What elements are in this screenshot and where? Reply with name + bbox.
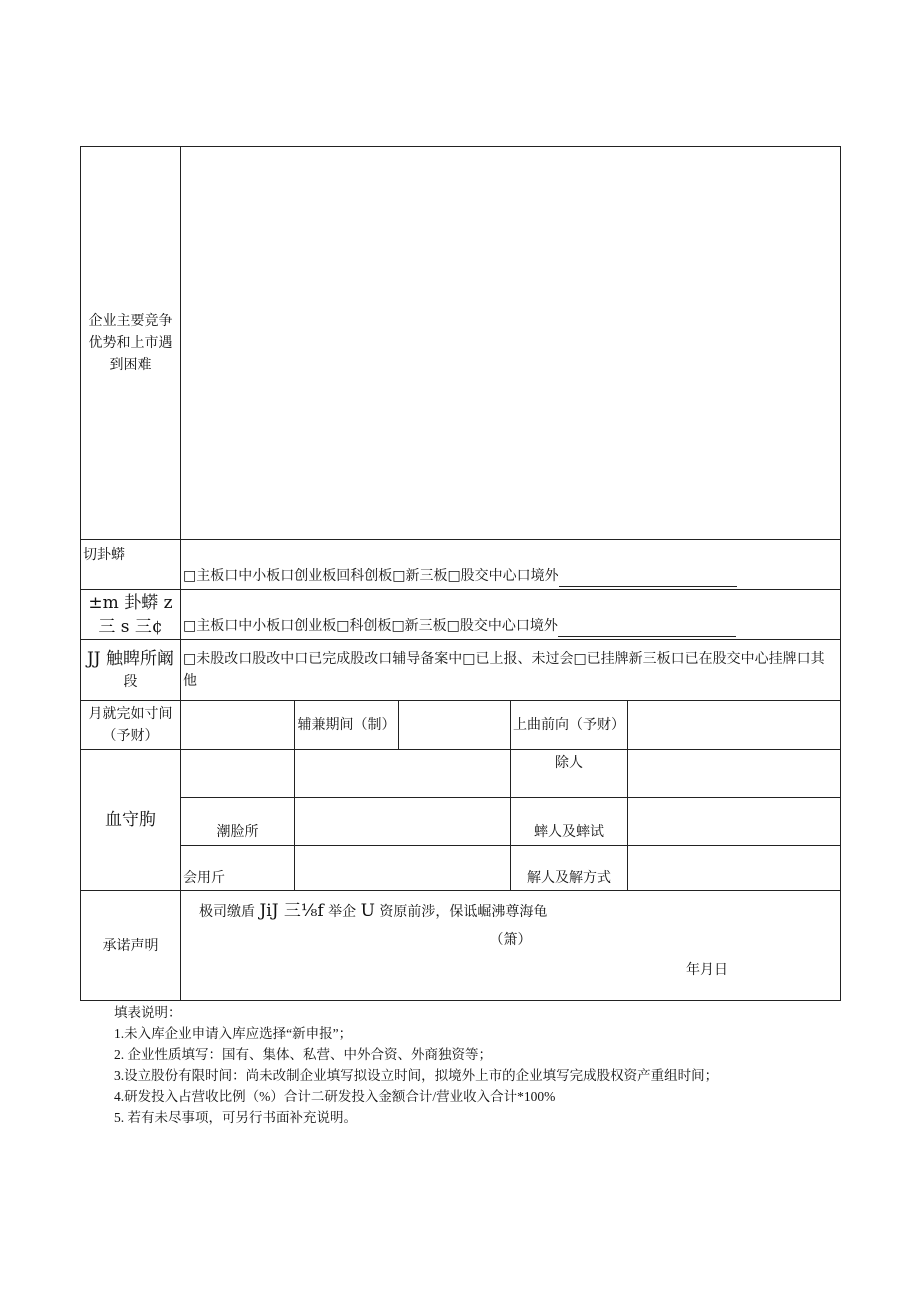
agency-1-value[interactable] <box>628 750 841 798</box>
filling-notes <box>114 1002 834 1128</box>
agency-2-value[interactable] <box>628 798 841 846</box>
stage-label-line1: JJ 触睥所阚 <box>86 649 175 669</box>
agency-2-right-label: 蟀人及蟀试 <box>511 798 628 846</box>
agency-1-right-label: 除人 <box>511 750 628 798</box>
agency-3-value[interactable] <box>628 846 841 891</box>
note-item-1: 1.未入库企业申请入库应选择“新申报”； <box>114 1026 353 1041</box>
board-row-a-options[interactable] <box>181 540 841 590</box>
pledge-row <box>81 891 841 1001</box>
timeline-label-2: 辅兼期间（制） <box>295 701 399 750</box>
agency-row-1 <box>81 750 841 798</box>
stage-label <box>81 640 181 701</box>
board-row-b-options-text: □主板口中小板口创业板□科创板□新三板□股交中心口境外 <box>183 618 558 634</box>
timeline-row <box>81 701 841 750</box>
board-row-b-label-line1: ±m 卦蟒 z <box>88 592 173 613</box>
board-row-a-options-text: □主板口中小板口创业板回科创板□新三板□股交中心口境外 <box>183 568 559 584</box>
pledge-text-d: U <box>360 901 375 921</box>
agency-1-name[interactable] <box>295 750 511 798</box>
note-item-5: 5. 若有未尽事项，可另行书面补充说明。 <box>114 1110 357 1125</box>
pledge-label: 承诺声明 <box>81 891 181 1001</box>
board-row-b-label <box>81 590 181 640</box>
board-row-b <box>81 590 841 640</box>
timeline-value-1[interactable] <box>181 701 295 750</box>
note-item-4: 4.研发投入占营收比例（%）合计二研发投入金额合计/营业收入合计*100% <box>114 1089 556 1104</box>
board-row-b-options[interactable] <box>181 590 841 640</box>
stage-row <box>81 640 841 701</box>
agency-3-name[interactable] <box>295 846 511 891</box>
pledge-text-c: 举企 <box>328 904 357 920</box>
agency-3-left-label: 会用斤 <box>181 846 295 891</box>
stage-options[interactable]: □未股改口股改中口已完成股改口辅导备案中□已上报、未过会□已挂牌新三板口已在股交中心挂牌口其他 <box>181 640 841 701</box>
board-row-a-blank[interactable] <box>559 572 737 587</box>
pledge-content <box>181 891 841 1001</box>
pledge-text-e: 资原前涉，保诋崛沸尊海龟 <box>379 904 548 920</box>
agency-2-name[interactable] <box>295 798 511 846</box>
board-row-a <box>81 540 841 590</box>
timeline-value-2[interactable] <box>399 701 511 750</box>
timeline-value-3[interactable] <box>628 701 841 750</box>
advantages-input-area[interactable] <box>181 147 841 540</box>
board-row-b-label-line2: 三 s 三¢ <box>98 616 163 637</box>
pledge-text-b: JiJ 三⅛f <box>259 901 324 921</box>
advantages-row <box>81 147 841 540</box>
timeline-label-1: 月就完如寸间（予财） <box>81 701 181 750</box>
timeline-label-3: 上曲前向（予财） <box>511 701 628 750</box>
pledge-date[interactable]: 年月日 <box>686 962 728 978</box>
agency-1-left[interactable] <box>181 750 295 798</box>
agency-3-right-label: 解人及解方式 <box>511 846 628 891</box>
agency-row-2 <box>81 798 841 846</box>
agency-label: 血守朐 <box>81 750 181 891</box>
advantages-label: 企业主要竞争优势和上市遇到困难 <box>81 147 181 540</box>
agency-2-left-label: 潮脸所 <box>181 798 295 846</box>
note-item-2: 2. 企业性质填写：国有、集体、私营、中外合资、外商独资等； <box>114 1047 492 1062</box>
pledge-text <box>183 891 838 923</box>
agency-row-3 <box>81 846 841 891</box>
enterprise-form-table <box>80 146 841 1001</box>
board-row-a-label: 切卦蟒 <box>81 540 181 590</box>
note-item-3: 3.设立股份有限时间：尚未改制企业填写拟设立时间，拟境外上市的企业填写完成股权资产重组时间； <box>114 1068 719 1083</box>
pledge-text-a: 极司缴盾 <box>199 904 255 920</box>
notes-title: 填表说明： <box>114 1005 182 1020</box>
stage-label-line2: 段 <box>123 674 138 690</box>
board-row-b-blank[interactable] <box>558 622 736 637</box>
pledge-signature[interactable]: （箫） <box>489 932 532 948</box>
